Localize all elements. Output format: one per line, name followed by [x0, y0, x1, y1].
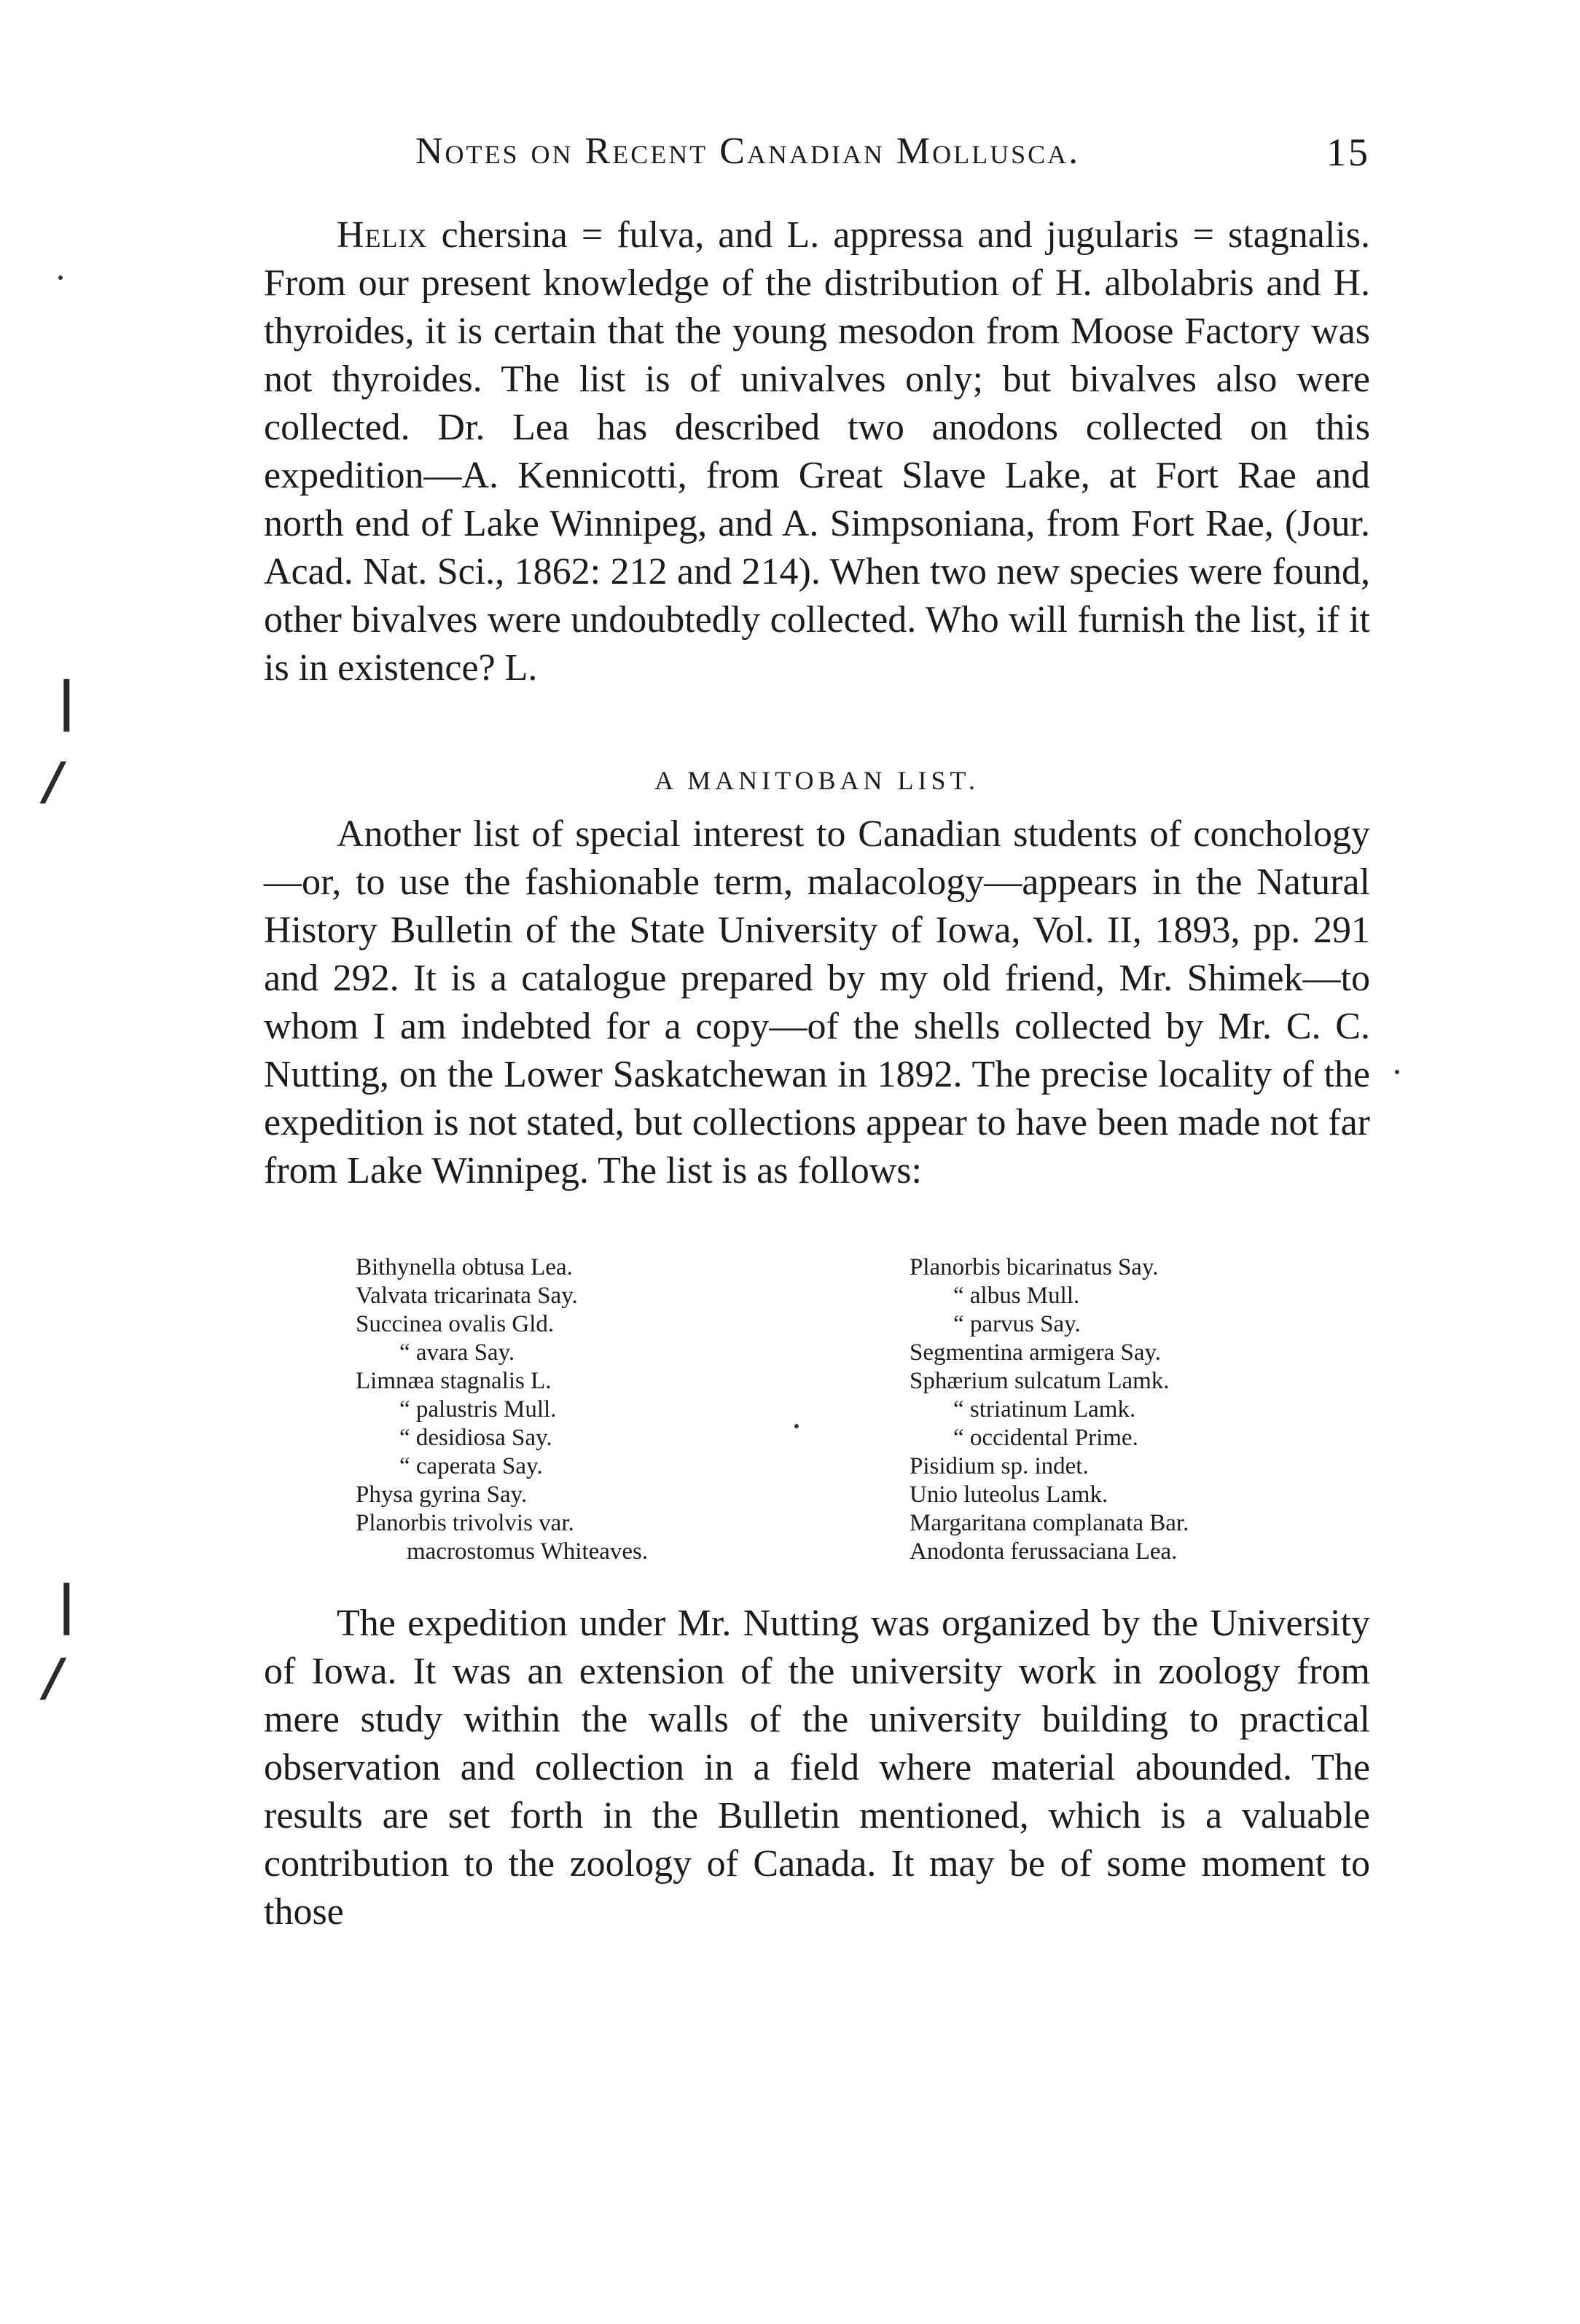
species-item: Planorbis bicarinatus Say.: [910, 1254, 1159, 1280]
species-item: Margaritana complanata Bar.: [910, 1510, 1189, 1536]
species-item: “ caperata Say.: [399, 1453, 543, 1479]
paragraph-helix: [264, 211, 1370, 692]
species-item: Bithynella obtusa Lea.: [356, 1254, 573, 1280]
speck-mark-icon: [794, 1424, 799, 1428]
species-item: “ striatinum Lamk.: [953, 1396, 1136, 1423]
margin-mark-icon: ❘: [45, 1574, 88, 1635]
running-title: Notes on Recent Canadian Mollusca.: [415, 130, 1081, 172]
species-item: Succinea ovalis Gld.: [356, 1311, 555, 1337]
species-list: [356, 1253, 1391, 1589]
species-item: Limnæa stagnalis L.: [356, 1368, 552, 1394]
species-item: “ albus Mull.: [953, 1283, 1080, 1309]
paragraph-text: The expedition under Mr. Nutting was organized by the University of Iowa. It was an extension of the university work in zoology from mere study within the walls of the university building to practical observation and collection in a field where material abounded. The results are set forth in the Bulletin mentioned, which is a valuable contribution to the zoology of Canada. It may be of some moment to those: [264, 1603, 1370, 1933]
species-item: Pisidium sp. indet.: [910, 1453, 1089, 1479]
species-item: “ palustris Mull.: [399, 1396, 557, 1423]
paragraph-manitoban-list: [264, 810, 1370, 1195]
species-item: macrostomus Whiteaves.: [407, 1538, 649, 1565]
paragraph-text: [264, 211, 1370, 692]
species-column-right: [910, 1253, 1376, 1566]
speck-mark-icon: [1395, 1070, 1399, 1074]
page-number: 15: [1326, 130, 1370, 174]
margin-mark-icon: ❘: [45, 670, 88, 731]
species-item: Physa gyrina Say.: [356, 1482, 528, 1508]
paragraph-lead-word: Helix: [337, 214, 428, 256]
species-item: Segmentina armigera Say.: [910, 1339, 1162, 1366]
margin-mark-icon: /: [44, 1647, 63, 1707]
species-item: “ parvus Say.: [953, 1311, 1081, 1337]
species-item: Anodonta ferussaciana Lea.: [910, 1538, 1178, 1565]
species-item: Unio luteolus Lamk.: [910, 1482, 1108, 1508]
speck-mark-icon: [58, 275, 63, 280]
running-head: [262, 130, 1370, 188]
paragraph-text: Another list of special interest to Canadian students of conchology—or, to use the fashionable term, malacology—appears in the Natural History Bulletin of the State University of Iowa, Vol. II, 1893, pp. 291 and 292. It is a catalogue prepared by my old friend, Mr. Shimek—to whom I am indebted for a copy—of the shells collected by Mr. C. C. Nutting, on the Lower Saskatchewan in 1892. The precise locality of the expedition is not stated, but collections appear to have been made not far from Lake Winnipeg. The list is as follows:: [264, 813, 1370, 1192]
species-item: “ desidiosa Say.: [399, 1425, 552, 1451]
species-item: “ avara Say.: [399, 1339, 515, 1366]
species-item: Planorbis trivolvis var.: [356, 1510, 574, 1536]
section-heading: A MANITOBAN LIST.: [654, 766, 979, 795]
paragraph-expedition: [264, 1600, 1370, 1936]
species-column-left: [356, 1253, 807, 1566]
paragraph-body: chersina = fulva, and L. appressa and jugularis = stagnalis. From our present knowledge of the distribution of H. albolabris and H. thyroides, it is certain that the young mesodon from Moose Factory was not thyroides. The list is of univalves only; but bivalves also were collected. Dr. Lea has described two anodons collected on this expedition—A. Kennicotti, from Great Slave Lake, at Fort Rae and north end of Lake Winnipeg, and A. Simpsoniana, from Fort Rae, (Jour. Acad. Nat. Sci., 1862: 212 and 214). When two new species were found, other bivalves were undoubtedly collected. Who will furnish the list, if it is in existence? L.: [264, 214, 1370, 689]
margin-mark-icon: /: [44, 751, 63, 811]
species-item: Sphærium sulcatum Lamk.: [910, 1368, 1170, 1394]
species-item: “ occidental Prime.: [953, 1425, 1138, 1451]
species-item: Valvata tricarinata Say.: [356, 1283, 578, 1309]
